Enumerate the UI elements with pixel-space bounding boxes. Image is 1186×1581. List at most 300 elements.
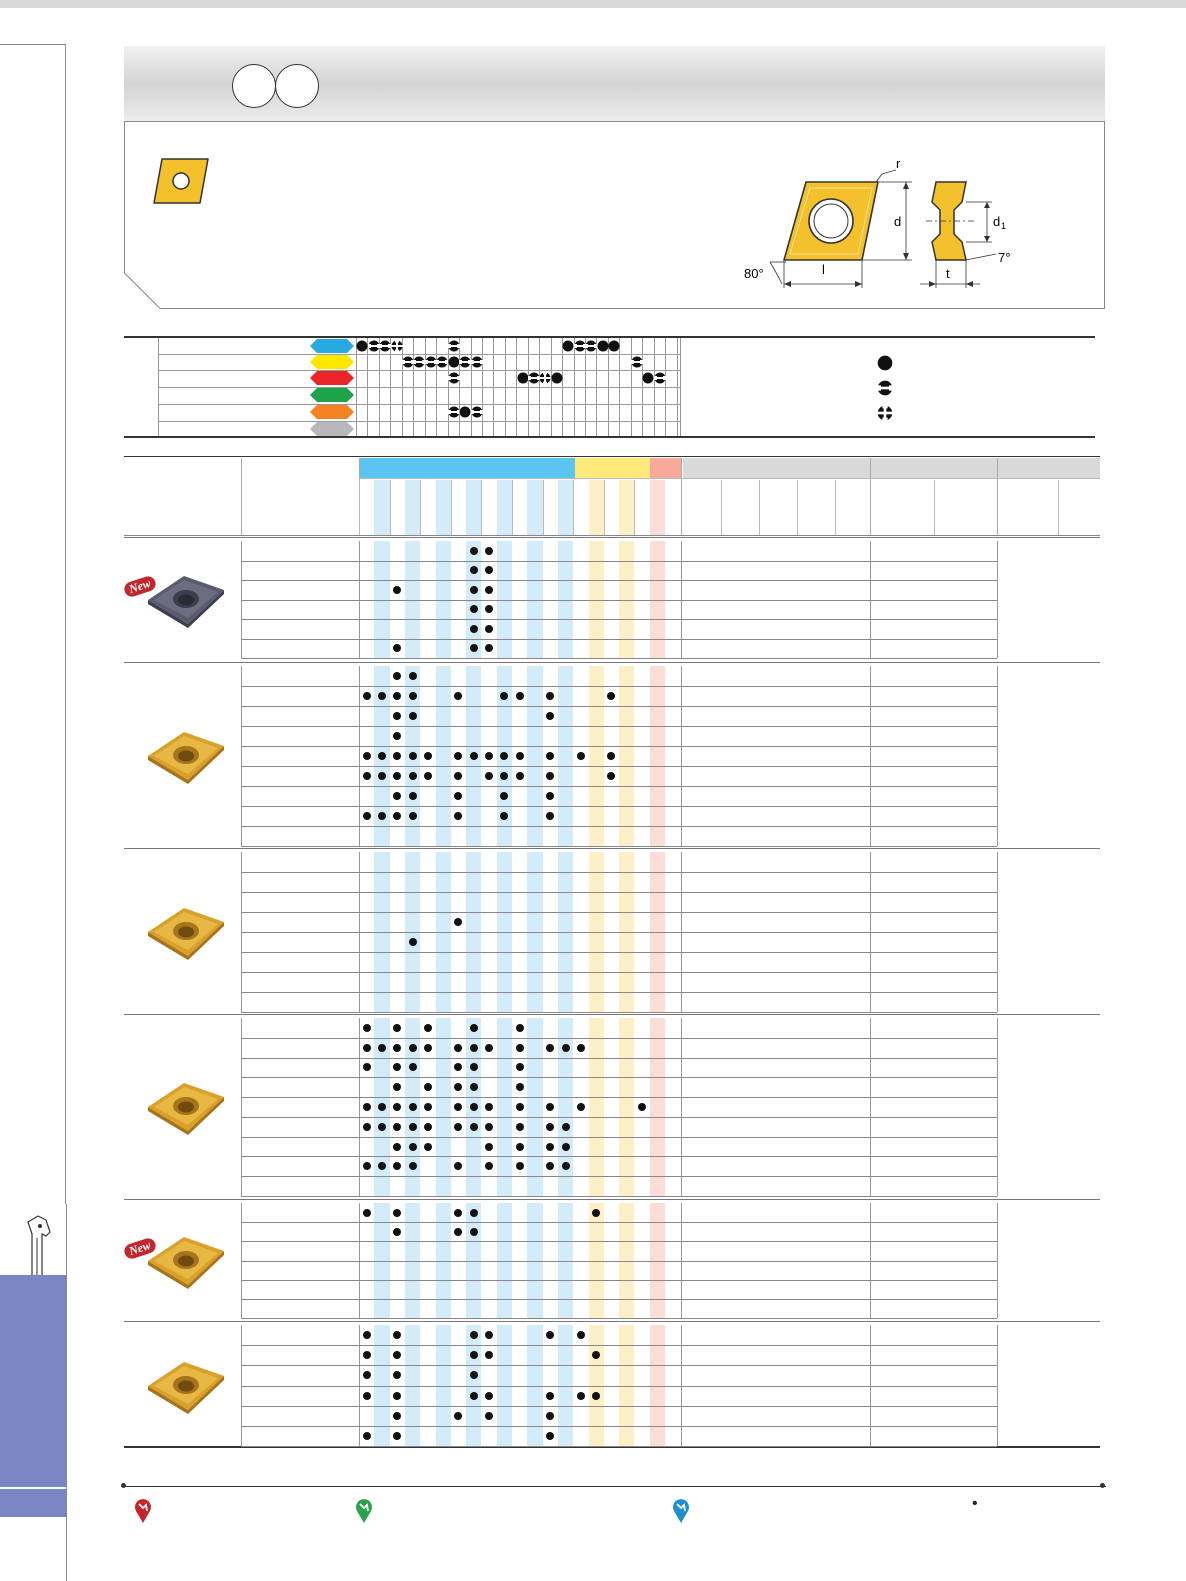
dim-col-line [934, 480, 935, 535]
new-badge: New [122, 574, 157, 598]
app-col-line [505, 338, 506, 436]
dim-col-line [797, 480, 798, 535]
workpiece-color-tag [310, 405, 354, 419]
group-row-line [241, 1426, 997, 1427]
grade-dot [516, 1143, 524, 1151]
insert-photo-gold1 [140, 726, 230, 786]
main-table-header-rule [124, 535, 1100, 536]
grade-dot [409, 772, 417, 780]
app-mark [356, 340, 368, 352]
grade-dot [516, 772, 524, 780]
group-col-divider [997, 666, 998, 846]
grade-col-line [390, 480, 391, 535]
grade-dot [485, 772, 493, 780]
grade-dot [454, 1063, 462, 1071]
app-col-line [402, 338, 403, 436]
group-col-divider [241, 666, 242, 846]
group-col-divider [359, 666, 360, 846]
grade-dot [577, 1044, 585, 1052]
insert-photo-gold3 [140, 1077, 230, 1137]
app-mark [608, 340, 620, 352]
grade-dot [470, 752, 478, 760]
insert-photo-gold2 [140, 902, 230, 962]
grade-col-line [451, 480, 452, 535]
group-col-divider [997, 1203, 998, 1318]
app-col-line [585, 338, 586, 436]
group-col-divider [241, 1018, 242, 1196]
workpiece-color-tag [310, 355, 354, 369]
grade-dot [454, 1123, 462, 1131]
grade-header-stripe [436, 480, 451, 535]
group-row-line [241, 806, 997, 807]
grade-dot [378, 692, 386, 700]
grade-dot [454, 1209, 462, 1217]
header-red-band [650, 458, 681, 478]
app-col-line [425, 338, 426, 436]
grade-dot [393, 752, 401, 760]
grade-dot [378, 1123, 386, 1131]
grade-dot [485, 586, 493, 594]
group-row-line [241, 1058, 997, 1059]
grade-header-stripe [374, 480, 389, 535]
app-mark [585, 340, 597, 352]
grade-dot [470, 1392, 478, 1400]
boring-bar-icon [24, 1214, 54, 1276]
main-col-divider [681, 458, 682, 535]
grade-dot [546, 1162, 554, 1170]
label-d1-subscript: 1 [1001, 221, 1007, 231]
group-top-rule [124, 537, 1100, 538]
app-col-line [459, 338, 460, 436]
grade-dot [409, 1044, 417, 1052]
app-col-line [528, 338, 529, 436]
grade-dot [393, 1063, 401, 1071]
app-col-line [482, 338, 483, 436]
grade-dot [454, 918, 462, 926]
group-row-line [241, 892, 997, 893]
grade-dot [454, 792, 462, 800]
app-mark [459, 406, 471, 418]
grade-dot [546, 812, 554, 820]
header-blue-band [359, 458, 575, 478]
grade-dot [409, 712, 417, 720]
group-row-line [241, 619, 997, 620]
grade-dot [409, 1063, 417, 1071]
red-pin-icon [134, 1497, 152, 1523]
grade-dot [485, 1392, 493, 1400]
app-mark [517, 372, 529, 384]
grade-dot [516, 1103, 524, 1111]
grade-dot [562, 1123, 570, 1131]
grade-dot [470, 605, 478, 613]
group-row-line [241, 1077, 997, 1078]
group-col-divider [997, 1018, 998, 1196]
grade-stripe [436, 666, 451, 846]
app-col-line [574, 338, 575, 436]
app-mark [413, 356, 425, 368]
group-row-line [241, 1280, 997, 1281]
grade-dot [393, 1083, 401, 1091]
app-mark [436, 356, 448, 368]
dim-col-line [759, 480, 760, 535]
grade-dot [393, 712, 401, 720]
grade-stripe [436, 1018, 451, 1196]
header-circle-left [232, 64, 276, 108]
grade-dot [424, 1044, 432, 1052]
grade-dot [485, 1103, 493, 1111]
group-row-line [241, 1446, 997, 1447]
group-row-line [241, 1345, 997, 1346]
header-gray-band [683, 458, 1100, 478]
app-mark [448, 372, 460, 384]
grade-dot [454, 1162, 462, 1170]
app-mark [459, 356, 471, 368]
grade-dot [409, 792, 417, 800]
app-col-line [654, 338, 655, 436]
workpiece-color-tag [310, 371, 354, 385]
grade-dot [516, 1024, 524, 1032]
group-row-line [241, 600, 997, 601]
grade-dot [485, 752, 493, 760]
grade-dot [409, 1162, 417, 1170]
group-row-line [241, 658, 997, 659]
group-row-line [241, 972, 997, 973]
grade-stripe [650, 666, 665, 846]
label-angle-7: 7° [998, 250, 1011, 265]
app-col-line [642, 338, 643, 436]
grade-dot [485, 1162, 493, 1170]
grade-dot [424, 1103, 432, 1111]
grade-dot [454, 752, 462, 760]
grade-dot [393, 1209, 401, 1217]
grade-dot [409, 752, 417, 760]
grade-header-stripe [497, 480, 512, 535]
footer-rule [124, 1486, 1106, 1487]
grade-dot [592, 1209, 600, 1217]
app-mark [425, 356, 437, 368]
group-col-divider [997, 852, 998, 1012]
grade-dot [393, 644, 401, 652]
app-col-line [471, 338, 472, 436]
group-row-line [241, 1241, 997, 1242]
grade-col-line [481, 480, 482, 535]
grade-dot [516, 1162, 524, 1170]
grade-dot [546, 792, 554, 800]
grade-dot [393, 1371, 401, 1379]
group-row-line [241, 1097, 997, 1098]
group-row-line [241, 746, 997, 747]
grade-dot [546, 752, 554, 760]
insert-photo-gold5 [140, 1356, 230, 1416]
grade-dot [393, 1432, 401, 1440]
group-row-line [241, 1406, 997, 1407]
grade-header-stripe [619, 480, 634, 535]
group-row-line [241, 1261, 997, 1262]
grade-stripe [619, 1018, 634, 1196]
grade-dot [485, 1143, 493, 1151]
grade-dot [393, 772, 401, 780]
group-col-divider [870, 1018, 871, 1196]
label-angle-80: 80° [744, 266, 764, 281]
grade-col-line [573, 480, 574, 535]
grade-dot [470, 1123, 478, 1131]
app-col-line [356, 338, 357, 436]
grade-dot [470, 625, 478, 633]
left-margin-frame [0, 44, 66, 1204]
grade-dot [363, 812, 371, 820]
grade-dot [409, 1103, 417, 1111]
grade-dot [562, 1162, 570, 1170]
app-mark [391, 340, 403, 352]
grade-dot [546, 712, 554, 720]
app-row-line [158, 354, 680, 355]
workpiece-color-tag [310, 339, 354, 353]
grade-header-stripe [405, 480, 420, 535]
footer-dot: • [972, 1495, 978, 1512]
app-mark [539, 372, 551, 384]
app-mark [551, 372, 563, 384]
grade-col-line [359, 480, 360, 535]
grade-dot [485, 1123, 493, 1131]
group-col-divider [997, 1325, 998, 1446]
grade-dot [409, 812, 417, 820]
grade-dot [516, 752, 524, 760]
app-mark [574, 340, 586, 352]
label-l: l [822, 262, 825, 277]
group-row-line [241, 826, 997, 827]
grade-dot [470, 1024, 478, 1032]
grade-stripe [619, 666, 634, 846]
main-table-top-rule [124, 456, 1100, 457]
grade-dot [454, 1228, 462, 1236]
group-col-divider [870, 666, 871, 846]
grade-header-stripe [650, 480, 665, 535]
grade-dot [409, 672, 417, 680]
footer-rule-end [1100, 1483, 1105, 1488]
grade-dot [363, 1103, 371, 1111]
grade-dot [393, 1044, 401, 1052]
app-mark [471, 406, 483, 418]
grade-dot [393, 1351, 401, 1359]
app-mark [448, 340, 460, 352]
grade-dot [607, 772, 615, 780]
grade-dot [485, 625, 493, 633]
app-col-line [619, 338, 620, 436]
grade-dot [592, 1392, 600, 1400]
grade-dot [485, 1044, 493, 1052]
grade-dot [516, 1083, 524, 1091]
group-row-line [241, 1117, 997, 1118]
workpiece-color-tag [310, 388, 354, 402]
grade-dot [546, 1143, 554, 1151]
group-row-line [241, 766, 997, 767]
grade-dot [577, 1103, 585, 1111]
grade-col-line [420, 480, 421, 535]
group-row-line [241, 992, 997, 993]
grade-dot [577, 752, 585, 760]
grade-dot [470, 1209, 478, 1217]
grade-dot [393, 1412, 401, 1420]
grade-dot [454, 692, 462, 700]
grade-dot [470, 644, 478, 652]
group-row-line [241, 952, 997, 953]
grade-dot [363, 1371, 371, 1379]
grade-dot [393, 792, 401, 800]
grade-dot [424, 1123, 432, 1131]
dim-col-line [1058, 480, 1059, 535]
cross-circle-icon [877, 405, 893, 421]
grade-dot [470, 1351, 478, 1359]
grade-dot [363, 1392, 371, 1400]
grade-dot [363, 1123, 371, 1131]
grade-dot [393, 1228, 401, 1236]
grade-dot [454, 1103, 462, 1111]
app-col-line [551, 338, 552, 436]
insert-dimension-diagram [740, 150, 1040, 300]
app-col-line [677, 338, 678, 436]
grade-stripe [527, 666, 542, 846]
group-row-line [241, 1365, 997, 1366]
app-col-line [390, 338, 391, 436]
grade-dot [546, 772, 554, 780]
grade-dot [470, 1083, 478, 1091]
grade-header-stripe [589, 480, 604, 535]
grade-dot [393, 1024, 401, 1032]
grade-dot [516, 692, 524, 700]
app-mark [471, 356, 483, 368]
grade-dot [546, 692, 554, 700]
app-mark [368, 340, 380, 352]
group-row-line [241, 1038, 997, 1039]
group-row-line [241, 1012, 997, 1013]
group-row-line [241, 786, 997, 787]
group-col-divider [681, 1018, 682, 1196]
grade-dot [393, 1103, 401, 1111]
grade-dot [485, 566, 493, 574]
grade-dot [577, 1392, 585, 1400]
label-r: r [896, 156, 901, 171]
grade-dot [516, 1063, 524, 1071]
grade-col-line [543, 480, 544, 535]
grade-dot [424, 752, 432, 760]
grade-dot [454, 1412, 462, 1420]
app-mark [562, 340, 574, 352]
group-row-line [241, 1176, 997, 1177]
grade-dot [562, 1143, 570, 1151]
grade-dot [424, 1083, 432, 1091]
label-d: d [894, 214, 902, 229]
app-col-line [608, 338, 609, 436]
grade-dot [454, 1044, 462, 1052]
main-col-divider [241, 458, 242, 535]
grade-dot [638, 1103, 646, 1111]
grade-dot [607, 692, 615, 700]
insert-shape-icon [150, 157, 212, 207]
app-mark [631, 356, 643, 368]
grade-dot [378, 812, 386, 820]
grade-dot [562, 1044, 570, 1052]
blue-pin-icon [672, 1497, 690, 1523]
grade-dot [393, 586, 401, 594]
app-row-line [158, 404, 680, 405]
group-row-line [241, 1299, 997, 1300]
grade-header-stripe [558, 480, 573, 535]
grade-dot [454, 1083, 462, 1091]
grade-stripe [589, 1018, 604, 1196]
group-row-line [241, 1386, 997, 1387]
grade-dot [546, 1412, 554, 1420]
grade-dot [424, 772, 432, 780]
group-row-line [241, 872, 997, 873]
app-col-line [516, 338, 517, 436]
group-top-rule [124, 1014, 1100, 1015]
grade-dot [393, 732, 401, 740]
left-margin-line [66, 1204, 67, 1581]
filled-circle-icon [877, 355, 893, 371]
grade-col-line [604, 480, 605, 535]
app-row-line [158, 421, 680, 422]
grade-dot [485, 1351, 493, 1359]
group-col-divider [359, 1018, 360, 1196]
grade-stripe [527, 1018, 542, 1196]
app-mark [642, 372, 654, 384]
grade-stripe [650, 1018, 665, 1196]
app-mark [448, 356, 460, 368]
grade-col-line [634, 480, 635, 535]
grade-dot [393, 1143, 401, 1151]
app-mark [402, 356, 414, 368]
group-row-line [241, 639, 997, 640]
grade-dot [546, 1103, 554, 1111]
grade-dot [485, 547, 493, 555]
grade-dot [470, 1331, 478, 1339]
group-row-line [241, 1318, 997, 1319]
side-tab[interactable] [0, 1275, 66, 1517]
grade-dot [363, 692, 371, 700]
grade-dot [546, 1044, 554, 1052]
app-col-line [448, 338, 449, 436]
grade-dot [546, 1392, 554, 1400]
grade-col-line [512, 480, 513, 535]
group-col-divider [997, 541, 998, 658]
grade-dot [409, 692, 417, 700]
grade-dot [363, 752, 371, 760]
group-row-line [241, 932, 997, 933]
app-col-line [413, 338, 414, 436]
group-row-line [241, 1137, 997, 1138]
app-mark [448, 406, 460, 418]
grade-dot [363, 1162, 371, 1170]
grade-dot [363, 1351, 371, 1359]
grade-dot [378, 752, 386, 760]
green-pin-icon [355, 1497, 373, 1523]
grade-dot [485, 644, 493, 652]
group-top-rule [124, 1321, 1100, 1322]
grade-dot [470, 1103, 478, 1111]
app-col-line [436, 338, 437, 436]
app-col-line [665, 338, 666, 436]
main-col-divider [870, 458, 871, 535]
grade-dot [470, 586, 478, 594]
grade-header-stripe [466, 480, 481, 535]
group-top-rule [124, 1199, 1100, 1200]
grade-dot [393, 812, 401, 820]
grade-dot [546, 1123, 554, 1131]
grade-dot [470, 1228, 478, 1236]
app-legend-divider [680, 338, 681, 436]
grade-dot [393, 692, 401, 700]
new-badge: New [122, 1236, 157, 1260]
